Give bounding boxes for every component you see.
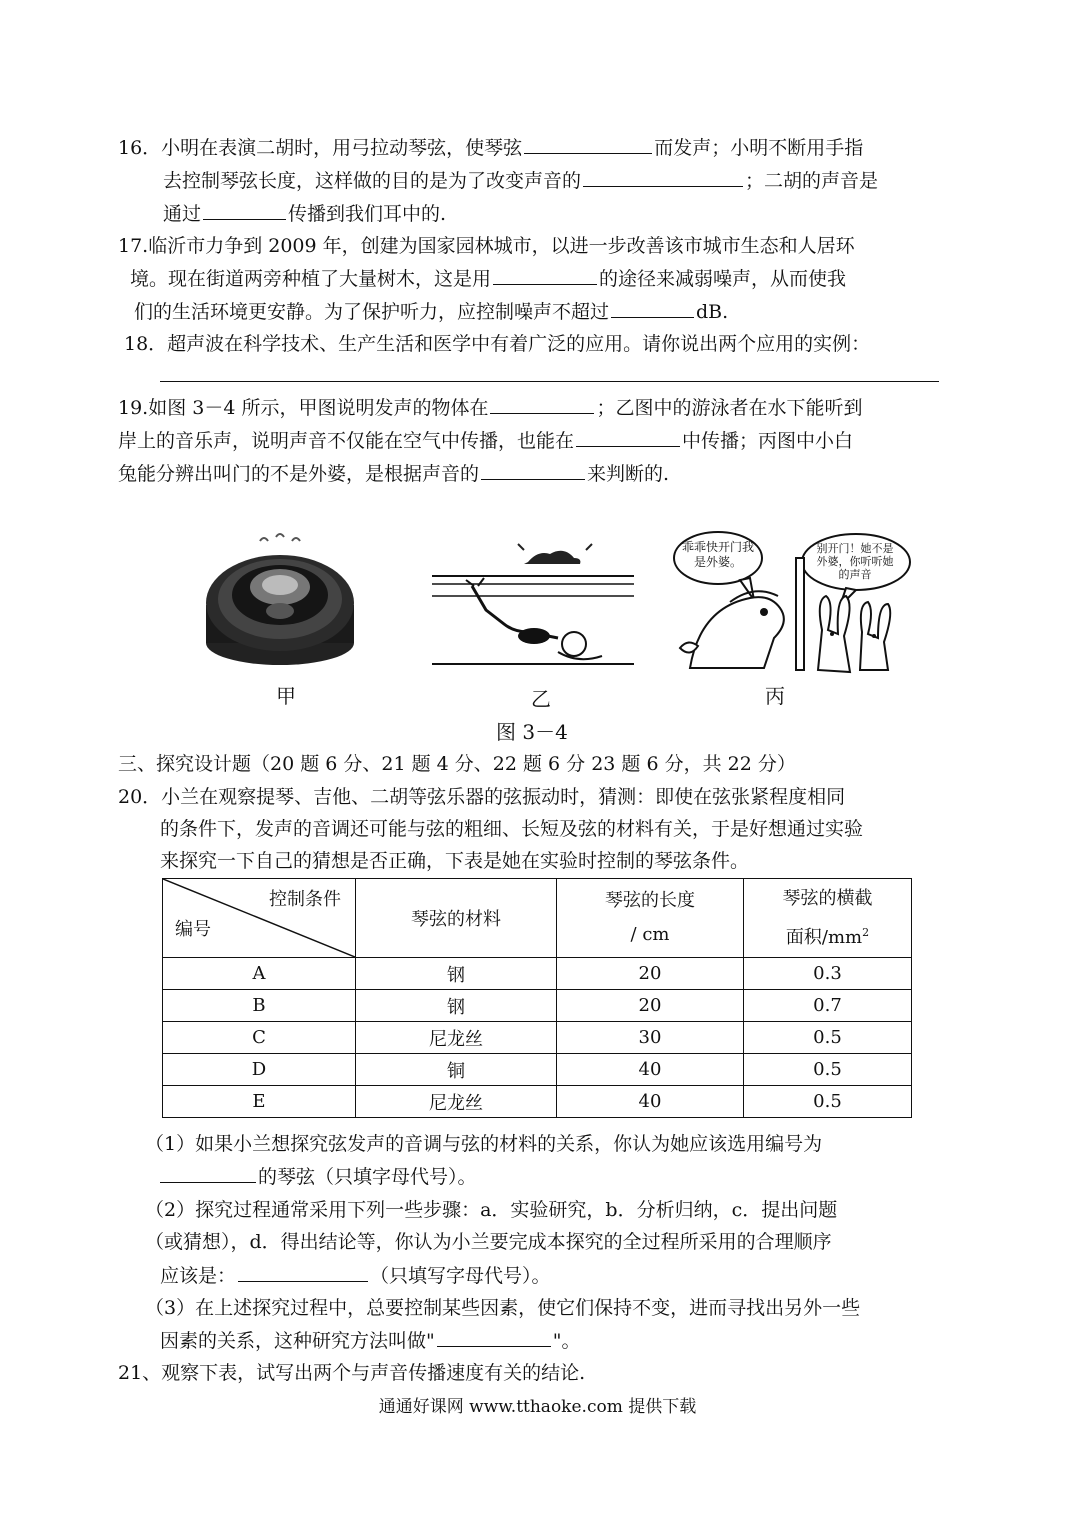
cell-id: E — [163, 1086, 356, 1118]
q20-line2: 的条件下，发声的音调还可能与弦的粗细、长短及弦的材料有关，于是好想通过实验 — [160, 818, 864, 840]
cell-length: 20 — [557, 990, 744, 1022]
q20-line1: 20．小兰在观察提琴、吉他、二胡等弦乐器的弦振动时，猜测：即使在弦张紧程度相同 — [118, 786, 846, 808]
answer-blank[interactable] — [437, 1326, 551, 1347]
cell-material: 尼龙丝 — [356, 1086, 557, 1118]
q17-line2: 境。现在街道两旁种植了大量树木，这是用 的途径来减弱噪声，从而使我 — [130, 264, 846, 293]
answer-blank[interactable] — [524, 133, 652, 154]
figure-caption: 图 3－4 — [496, 720, 568, 744]
cell-area: 0.5 — [744, 1054, 912, 1086]
answer-blank[interactable] — [493, 264, 597, 285]
cell-area: 0.7 — [744, 990, 912, 1022]
q17-line3: 们的生活环境更安静。为了保护听力，应控制噪声不超过 dB. — [134, 297, 728, 326]
q16-line2: 去控制琴弦长度，这样做的目的是为了改变声音的 ；二胡的声音是 — [163, 166, 878, 195]
speaker-figure — [200, 525, 360, 675]
diagonal-header-cell — [163, 879, 356, 958]
q20-sub3-line2: 因素的关系，这种研究方法叫做" "。 — [160, 1326, 581, 1355]
cell-area: 0.5 — [744, 1086, 912, 1118]
q19-line3: 兔能分辨出叫门的不是外婆，是根据声音的 来判断的. — [118, 459, 669, 488]
cell-id: D — [163, 1054, 356, 1086]
q18-answer-line[interactable] — [160, 381, 939, 382]
cell-area: 0.3 — [744, 958, 912, 990]
q21-line1: 21、观察下表，试写出两个与声音传播速度有关的结论. — [118, 1362, 586, 1384]
q20-sub2-line3: 应该是： （只填写字母代号）。 — [160, 1261, 551, 1290]
answer-blank[interactable] — [576, 426, 680, 447]
swimmer-figure — [428, 540, 638, 680]
cell-length: 20 — [557, 958, 744, 990]
q17-line1: 17.临沂市力争到 2009 年，创建为国家园林城市，以进一步改善该市城市生态和人居环 — [118, 235, 855, 257]
cell-material: 尼龙丝 — [356, 1022, 557, 1054]
q19-line1: 19.如图 3－4 所示，甲图说明发声的物体在 ；乙图中的游泳者在水下能听到 — [118, 393, 863, 422]
cell-id: B — [163, 990, 356, 1022]
table-row — [163, 1054, 912, 1086]
table-row — [163, 958, 912, 990]
wolf-speech-bubble: 乖乖快开门我是外婆。 — [681, 540, 754, 569]
cell-material: 铜 — [356, 1054, 557, 1086]
header-length: 琴弦的长度 / cm — [557, 879, 744, 958]
q20-sub1-line2: 的琴弦（只填字母代号）。 — [160, 1162, 477, 1191]
q20-sub2-line1: （2）探究过程通常采用下列一些步骤：a．实验研究，b．分析归纳，c．提出问题 — [145, 1199, 838, 1221]
string-condition-table — [162, 878, 912, 1118]
section-title: 三、探究设计题（20 题 6 分、21 题 4 分、22 题 6 分 23 题 6 分，共 22 分） — [118, 753, 796, 775]
label-bing: 丙 — [765, 684, 785, 708]
q20-line3: 来探究一下自己的猜想是否正确，下表是她在实验时控制的琴弦条件。 — [160, 850, 750, 872]
cell-material: 钢 — [356, 958, 557, 990]
answer-blank[interactable] — [160, 1162, 256, 1183]
cell-id: A — [163, 958, 356, 990]
table-row — [163, 1022, 912, 1054]
label-jia: 甲 — [276, 684, 296, 708]
rabbit-speech-bubble: 别开门！她不是外婆，你听听她的声音 — [816, 542, 894, 581]
header-material: 琴弦的材料 — [356, 879, 557, 958]
answer-blank[interactable] — [238, 1261, 368, 1282]
answer-blank[interactable] — [481, 459, 585, 480]
header-area: 琴弦的横截 面积$/mm^2$ — [744, 879, 912, 958]
q20-sub3-line1: （3）在上述探究过程中，总要控制某些因素，使它们保持不变，进而寻找出另外一些 — [145, 1297, 861, 1319]
cell-length: 30 — [557, 1022, 744, 1054]
cell-length: 40 — [557, 1086, 744, 1118]
header-condition: 控制条件 — [269, 889, 341, 910]
cell-id: C — [163, 1022, 356, 1054]
q18-line1: 18．超声波在科学技术、生产生活和医学中有着广泛的应用。请你说出两个应用的实例： — [124, 333, 871, 355]
answer-blank[interactable] — [490, 393, 594, 414]
answer-blank[interactable] — [203, 199, 286, 220]
cell-area: 0.5 — [744, 1022, 912, 1054]
q19-line2: 岸上的音乐声，说明声音不仅能在空气中传播，也能在 中传播；丙图中小白 — [118, 426, 853, 455]
cell-length: 40 — [557, 1054, 744, 1086]
table-row — [163, 1086, 912, 1118]
cell-material: 钢 — [356, 990, 557, 1022]
header-number: 编号 — [175, 919, 211, 940]
table-row — [163, 990, 912, 1022]
q16-line1: 16．小明在表演二胡时，用弓拉动琴弦，使琴弦 而发声；小明不断用手指 — [118, 133, 863, 162]
q20-sub1-line1: （1）如果小兰想探究弦发声的音调与弦的材料的关系，你认为她应该选用编号为 — [145, 1133, 823, 1155]
answer-blank[interactable] — [583, 166, 743, 187]
q16-line3: 通过 传播到我们耳中的. — [163, 199, 446, 228]
page-footer: 通通好课网 www.tthaoke.com 提供下载 — [378, 1397, 697, 1417]
answer-blank[interactable] — [611, 297, 694, 318]
label-yi: 乙 — [531, 687, 551, 711]
q20-sub2-line2: （或猜想），d．得出结论等，你认为小兰要完成本探究的全过程所采用的合理顺序 — [145, 1231, 832, 1253]
table-header-row — [163, 879, 912, 958]
